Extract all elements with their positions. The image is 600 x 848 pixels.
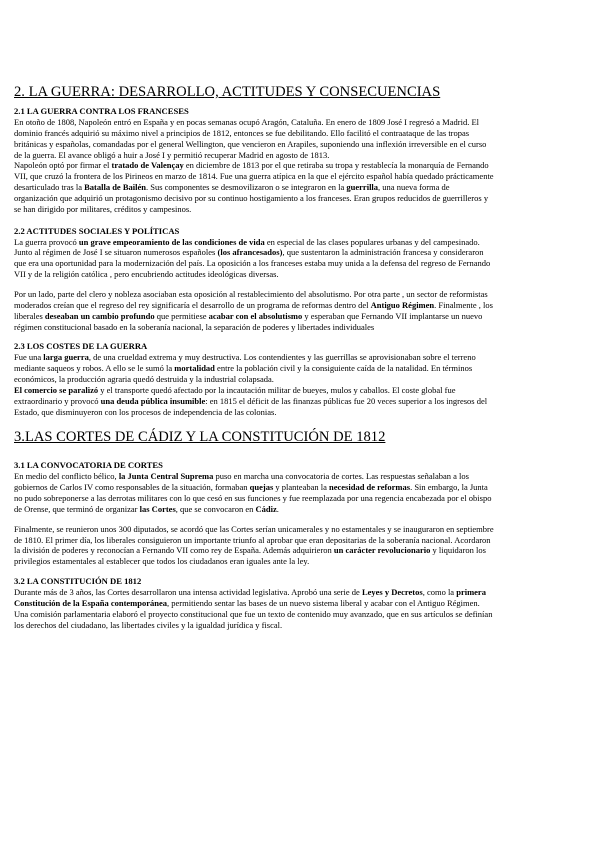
text-line: privilegios estamentales al establecer que todos los ciudadanos eran iguales ante la ley. (14, 556, 310, 567)
paragraph-2-1 (14, 117, 586, 215)
bold-term: Constitución de la España contemporánea (14, 598, 168, 608)
text-line: Fue una larga guerra, de una crueldad extrema y muy destructiva. Los contendientes y las guerrillas se aprovisionaban sobre el terreno (14, 352, 476, 363)
text-line: que era una oportunidad para la modernización del país. La oposición a los franceses estaba muy unida a la defensa del regreso de Fernando (14, 258, 491, 269)
text-line: no pudo sobreponerse a las derrotas militares con lo que cesó en sus funciones y fue reemplazada por una regencia encabezada por el obispo (14, 493, 492, 504)
bold-term: acabar con el absolutismo (208, 310, 303, 321)
bold-term: Leyes y Decretos (361, 587, 423, 598)
bold-term: larga guerra (43, 352, 89, 363)
paragraph-3-1a (14, 471, 586, 514)
text-line: Durante más de 3 años, las Cortes desarrollaron una intensa actividad legislativa. Aprobó una serie de Leyes y Decretos, como la primera (14, 587, 486, 598)
subsection-3-1-heading: 3.1 LA CONVOCATORIA DE CORTES (14, 460, 163, 471)
text-line: VII, que cruzó la frontera de los Pirineos en marzo de 1814. Fue una guerra atípica en la que el ejército español había quedado prácticamente (14, 171, 494, 182)
text-line: se han dirigido por militares, créditos y campesinos. (14, 203, 192, 214)
text-line: los derechos del ciudadano, las libertades civiles y la igualdad jurídica y fiscal. (14, 619, 283, 630)
bold-term: una deuda pública insumible (100, 395, 206, 406)
section-2-heading: 2. LA GUERRA: DESARROLLO, ACTITUDES Y CONSECUENCIAS (14, 84, 441, 100)
text-line: VII y de la religión católica , pero encubriendo actitudes ideológicas diversas. (14, 269, 279, 280)
text-line: Napoleón optó por firmar el tratado de Valençay en diciembre de 1813 por el que retiraba su tropa y restablecía la monarquía de Fernando (14, 160, 489, 171)
text-line: La guerra provocó un grave empeoramiento de las condiciones de vida en especial de las clases populares urbanas y del campesinado. (14, 236, 480, 247)
document-page (14, 84, 586, 631)
bold-term: primera (456, 587, 486, 598)
section-3-heading: 3.LAS CORTES DE CÁDIZ Y LA CONSTITUCIÓN DE 1812 (14, 429, 386, 446)
bold-term: guerrilla (346, 182, 379, 193)
text-line: Junto al régimen de José I se situaron numerosos españoles (los afrancesados), que sustentaron la administración francesa y consideraron (14, 247, 484, 258)
bold-term: El comercio se paralizó (14, 384, 99, 395)
bold-term: un carácter revolucionario (333, 545, 431, 556)
text-line: organización que adquirió un protagonismo decisivo por su continuo hostigamiento a los franceses. Eran grupos reducidos de guerrilleros y (14, 192, 489, 203)
text-line: extraordinario y provocó una deuda pública insumible: en 1815 el déficit de las finanzas públicas fue 20 veces superior a los ingresos del (14, 395, 488, 406)
text-line: Constitución de la España contemporánea, permitiendo sentar las bases de un nuevo sistema liberal y acabar con el Antiguo Régimen. (14, 598, 480, 608)
text-line: mediante saqueos y robos. A ello se le sumó la mortalidad entre la población civil y la consiguiente caída de la natalidad. En términos (14, 363, 473, 374)
paragraph-2-2a (14, 237, 586, 280)
bold-term: Batalla de Bailén (84, 182, 146, 193)
text-line: En medio del conflicto bélico, la Junta Central Suprema puso en marcha una convocatoria de cortes. Las respuestas señalaban a los (14, 471, 469, 482)
text-line: la división de poderes y reconocían a Fernando VII como rey de España. Además adquirieron un carácter revolucionario y liquidaron los (14, 545, 486, 556)
subsection-2-2-heading: 2.2 ACTITUDES SOCIALES Y POLÍTICAS (14, 225, 180, 236)
text-line: dominio francés adquirió su máximo nivel a principios de 1812, entonces se fue debilitando. Ello facilitó el contraataque de las tropas (14, 127, 470, 138)
bold-term: (los afrancesados) (217, 247, 283, 258)
text-line: Una comisión parlamentaria elaboró el proyecto constitucional que fue un texto de contenido muy avanzado, que en sus artículos se definían (14, 608, 493, 619)
subsection-2-1-heading: 2.1 LA GUERRA CONTRA LOS FRANCESES (14, 106, 189, 116)
text-line: moderados creían que el regreso del rey significaría el desarrollo de un programa de reformas dentro del Antiguo Régimen. Finalmente , los (14, 299, 493, 310)
text-line: Por un lado, parte del clero y nobleza asociaban esta oposición al restablecimiento del absolutismo. Por otra parte , un sector de reformistas (14, 288, 488, 299)
text-line: En otoño de 1808, Napoleón entró en España y en pocas semanas ocupó Aragón, Cataluña. En enero de 1809 José I regresó a Madrid. El (14, 117, 480, 127)
text-line: de 1810. El primer día, los liberales consiguieron un importante triunfo al aprobar que eran depositarias de la soberanía nacional. Acordaron (14, 534, 491, 545)
text-line: régimen constitucional basado en la soberanía nacional, la separación de poderes y libertades individuales (14, 321, 375, 332)
paragraph-3-1b (14, 524, 586, 567)
bold-term: Cádiz (255, 503, 277, 514)
bold-term: un grave empeoramiento de las condiciones de vida (78, 236, 265, 247)
bold-term: quejas (249, 482, 274, 493)
text-line: gobiernos de Carlos IV como responsables de la situación, formaban quejas y planteaban la necesidad de reformas. Sin embargo, la Junta (14, 482, 488, 493)
bold-term: las Cortes (139, 503, 176, 514)
bold-term: mortalidad (174, 363, 215, 374)
text-line: Finalmente, se reunieron unos 300 diputados, se acordó que las Cortes serían unicamerales y no estamentales y se inauguraron en septiembre (14, 523, 494, 534)
bold-term: deseaban un cambio profundo (44, 310, 155, 321)
paragraph-2-2b (14, 289, 586, 332)
text-line: económicos, la producción agraria quedó destruida y la industrial colapsada. (14, 374, 274, 385)
text-line: desarticulado tras la Batalla de Bailén. Sus componentes se desmovilizaron o se integraron en la guerrilla, una nueva forma de (14, 182, 450, 193)
bold-term: tratado de Valençay (111, 160, 184, 171)
text-line: de Orense, que terminó de organizar las Cortes, que se convocaron en Cádiz. (14, 503, 279, 514)
text-line: liberales deseaban un cambio profundo que permitiese acabar con el absolutismo y esperaban que Fernando VII implantarse un nuevo (14, 310, 483, 321)
bold-term: la Junta Central Suprema (118, 471, 214, 482)
text-line: de la guerra. El avance obligó a huir a José I y permitió recuperar Madrid en agosto de 1813. (14, 149, 330, 160)
subsection-2-3-heading: 2.3 LOS COSTES DE LA GUERRA (14, 341, 148, 352)
paragraph-2-3 (14, 352, 586, 417)
bold-term: Antiguo Régimen (370, 299, 435, 310)
subsection-3-2-heading: 3.2 LA CONSTITUCIÓN DE 1812 (14, 576, 142, 587)
bold-term: necesidad de reformas (329, 482, 411, 493)
text-line: británicas y españolas, comandadas por el general Wellington, que vencieron en Arapiles, suponiendo una inflexión irreversible en el curso (14, 138, 487, 149)
text-line: Estado, que disminuyeron con los procesos de independencia de las colonias. (14, 406, 277, 417)
paragraph-3-2 (14, 587, 586, 630)
text-line: El comercio se paralizó y el transporte quedó afectado por la incautación militar de bueyes, mulos y caballos. El coste global fue (14, 384, 456, 395)
